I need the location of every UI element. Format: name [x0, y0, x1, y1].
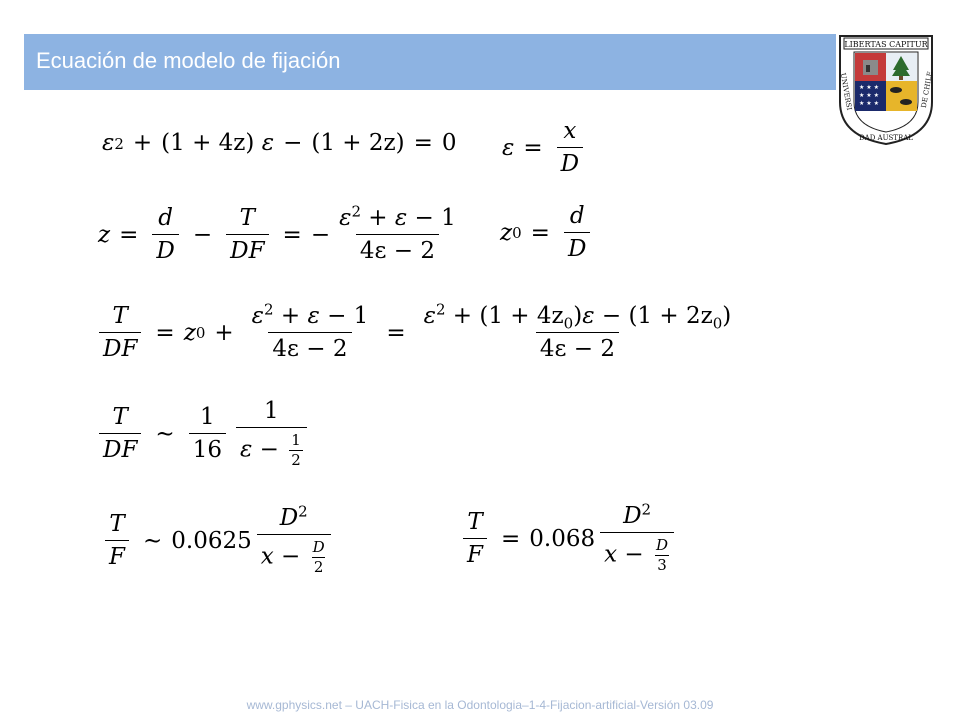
logo-left-text: UNIVERSI	[838, 72, 854, 111]
equation-T-over-F-approx: $\frac{T}{F}$ ∼ 0.0625 $D^2$ x − $\frac{D}{2}$	[100, 507, 336, 575]
logo-motto: LIBERTAS CAPITUR	[844, 40, 928, 49]
equation-T-over-F-fit: $\frac{T}{F}$ = 0.068 $D^2$ x − $\frac{D}{3}$	[458, 505, 679, 573]
logo-bottom-text: DAD AUSTRAL	[859, 134, 913, 142]
equation-z-relation: z = $\frac{d}{D}$ − $\frac{T}{DF}$ = − $\frac{\varepsilon^2 + \varepsilon - 1}{4\varepsilon - 2}$	[98, 202, 456, 264]
footer-text: www.gphysics.net – UACH-Fisica en la Odontologia–1-4-Fijacion-artificial-Versión 03.09	[246, 698, 714, 712]
title-bar	[24, 34, 836, 90]
equation-quadratic: ε 2 + (1 + 4z) ε − (1 + 2z) = 0	[102, 130, 457, 156]
svg-text:★ ★ ★: ★ ★ ★	[859, 92, 879, 99]
university-logo	[836, 32, 936, 148]
equation-z0-definition: z 0 = $\frac{d}{D}$	[500, 205, 595, 261]
slide-title: Ecuación de modelo de fijación	[36, 48, 341, 73]
svg-text:★ ★ ★: ★ ★ ★	[859, 100, 879, 107]
equation-epsilon-definition: ε = $\frac{x}{D}$	[502, 120, 588, 176]
svg-text:★ ★ ★: ★ ★ ★	[859, 84, 879, 91]
logo-right-text: DE CHILE	[919, 70, 935, 109]
equation-T-over-DF-approx: $\frac{T}{DF}$ ∼ $\frac{1}{16}$ 1 ε − $\frac{1}{2}$	[94, 400, 312, 468]
equation-T-over-DF: $\frac{T}{DF}$ = z 0 + $\frac{\varepsilon^2 + \varepsilon - 1}{4\varepsilon - 2}$ = $\frac{\varepsilon^2 + (1 + 4z_0)\varepsilon - (1 + 2z_0)}{4\varepsilon - 2}$	[94, 305, 740, 361]
